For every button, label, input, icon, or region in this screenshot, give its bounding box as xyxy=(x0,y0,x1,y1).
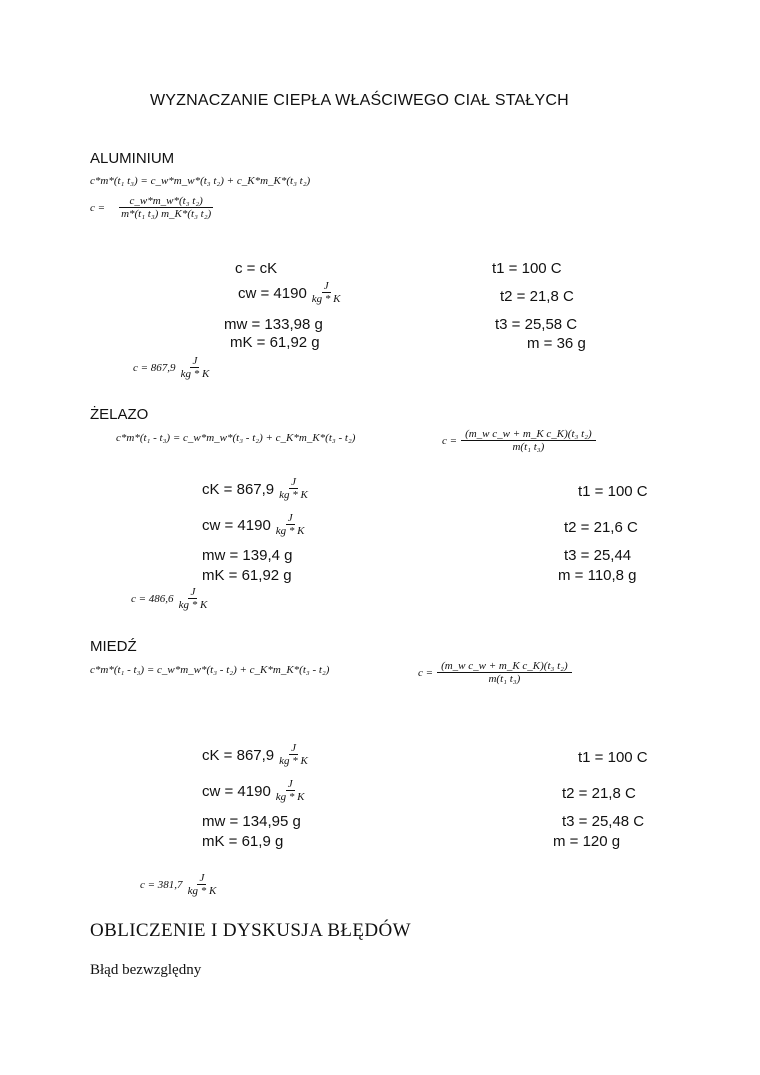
unit-denominator: kg * K xyxy=(279,755,308,767)
unit-numerator: J xyxy=(199,872,205,884)
zelazo-c-formula xyxy=(442,428,596,454)
formula-fraction xyxy=(461,428,596,454)
unit-denominator: kg * K xyxy=(187,885,217,897)
aluminium-mk-value: mK = 61,92 g xyxy=(230,334,320,351)
zelazo-cw-value xyxy=(202,512,307,538)
miedz-heat-balance-equation: c*m*(t₁ - t₃) = c_w*m_w*(t₃ - t₂) + c_K*m_K*(t₃ - t₂) xyxy=(90,664,330,676)
unit-fraction xyxy=(277,476,310,502)
unit-fraction xyxy=(310,280,343,306)
page-title: WYZNACZANIE CIEPŁA WŁAŚCIWEGO CIAŁ STAŁYCH xyxy=(150,92,569,109)
zelazo-m-value: m = 110,8 g xyxy=(558,567,637,584)
unit-numerator: J xyxy=(323,280,329,292)
unit-fraction xyxy=(274,512,307,538)
aluminium-m-value: m = 36 g xyxy=(527,335,586,352)
value-text: cK = 867,9 xyxy=(202,480,275,498)
formula-denominator: m(t₁ t₃) xyxy=(512,441,545,453)
miedz-t2-value: t2 = 21,8 C xyxy=(562,785,636,802)
section-heading-zelazo: ŻELAZO xyxy=(90,406,149,423)
zelazo-result xyxy=(131,586,209,612)
unit-denominator: kg * K xyxy=(178,599,208,611)
subheading-absolute-error: Błąd bezwzględny xyxy=(90,962,202,978)
unit-numerator: J xyxy=(287,778,293,790)
unit-fraction xyxy=(277,742,310,768)
unit-numerator: J xyxy=(192,355,198,367)
miedz-t3-value: t3 = 25,48 C xyxy=(562,813,645,830)
aluminium-result xyxy=(133,355,211,381)
unit-denominator: kg * K xyxy=(311,293,341,305)
formula-denominator: m(t₁ t₃) xyxy=(488,673,521,685)
unit-denominator: kg * K xyxy=(275,791,305,803)
result-text: c = 867,9 xyxy=(133,362,176,374)
formula-numerator: c_w*m_w*(t₃ t₂) xyxy=(119,195,212,208)
formula-numerator: (m_w c_w + m_K c_K)(t₃ t₂) xyxy=(437,660,572,673)
aluminium-c-formula xyxy=(90,195,221,221)
unit-denominator: kg * K xyxy=(275,525,305,537)
value-text: cK = 867,9 xyxy=(202,746,275,764)
zelazo-mk-value: mK = 61,92 g xyxy=(202,567,292,584)
miedz-cw-value xyxy=(202,778,307,804)
unit-numerator: J xyxy=(287,512,293,524)
miedz-m-value: m = 120 g xyxy=(553,833,621,850)
zelazo-mw-value: mw = 139,4 g xyxy=(202,547,293,564)
miedz-ck-value xyxy=(202,742,310,768)
aluminium-heat-balance-equation: c*m*(t₁ t₃) = c_w*m_w*(t₃ t₂) + c_K*m_K*(t₃ t₂) xyxy=(90,175,311,187)
miedz-mk-value: mK = 61,9 g xyxy=(202,833,284,850)
section-heading-errors: OBLICZENIE I DYSKUSJA BŁĘDÓW xyxy=(90,920,411,941)
unit-fraction xyxy=(186,872,219,898)
formula-fraction xyxy=(437,660,572,686)
unit-denominator: kg * K xyxy=(279,489,308,501)
value-text: cw = 4190 xyxy=(202,782,271,800)
zelazo-heat-balance-equation: c*m*(t₁ - t₃) = c_w*m_w*(t₃ - t₂) + c_K*m_K*(t₃ - t₂) xyxy=(116,432,356,444)
aluminium-cw-value xyxy=(238,280,343,306)
unit-fraction xyxy=(177,586,210,612)
aluminium-t2-value: t2 = 21,8 C xyxy=(500,288,574,305)
aluminium-t3-value: t3 = 25,58 C xyxy=(495,316,578,333)
unit-numerator: J xyxy=(291,742,296,754)
aluminium-t1-value: t1 = 100 C xyxy=(492,260,562,277)
value-text: cw = 4190 xyxy=(238,284,307,302)
unit-fraction xyxy=(179,355,212,381)
formula-numerator: (m_w c_w + m_K c_K)(t₃ t₂) xyxy=(461,428,596,441)
section-heading-aluminium: ALUMINIUM xyxy=(90,150,175,167)
unit-denominator: kg * K xyxy=(180,368,210,380)
aluminium-c-equals-ck: c = cK xyxy=(235,260,278,277)
zelazo-t1-value: t1 = 100 C xyxy=(578,483,648,500)
formula-lhs: c = xyxy=(90,202,106,214)
formula-fraction xyxy=(111,195,221,221)
unit-numerator: J xyxy=(190,586,196,598)
miedz-c-formula xyxy=(418,660,572,686)
miedz-t1-value: t1 = 100 C xyxy=(578,749,648,766)
result-text: c = 381,7 xyxy=(140,879,183,891)
zelazo-t2-value: t2 = 21,6 C xyxy=(564,519,638,536)
miedz-mw-value: mw = 134,95 g xyxy=(202,813,301,830)
formula-lhs: c = xyxy=(442,435,458,447)
value-text: cw = 4190 xyxy=(202,516,271,534)
miedz-result xyxy=(140,872,218,898)
formula-denominator: m*(t₁ t₃) m_K*(t₃ t₂) xyxy=(121,208,212,220)
unit-numerator: J xyxy=(291,476,296,488)
zelazo-t3-value: t3 = 25,44 xyxy=(564,547,632,564)
aluminium-mw-value: mw = 133,98 g xyxy=(224,316,323,333)
section-heading-miedz: MIEDŹ xyxy=(90,638,137,655)
result-text: c = 486,6 xyxy=(131,593,174,605)
unit-fraction xyxy=(274,778,307,804)
zelazo-ck-value xyxy=(202,476,310,502)
formula-lhs: c = xyxy=(418,667,434,679)
